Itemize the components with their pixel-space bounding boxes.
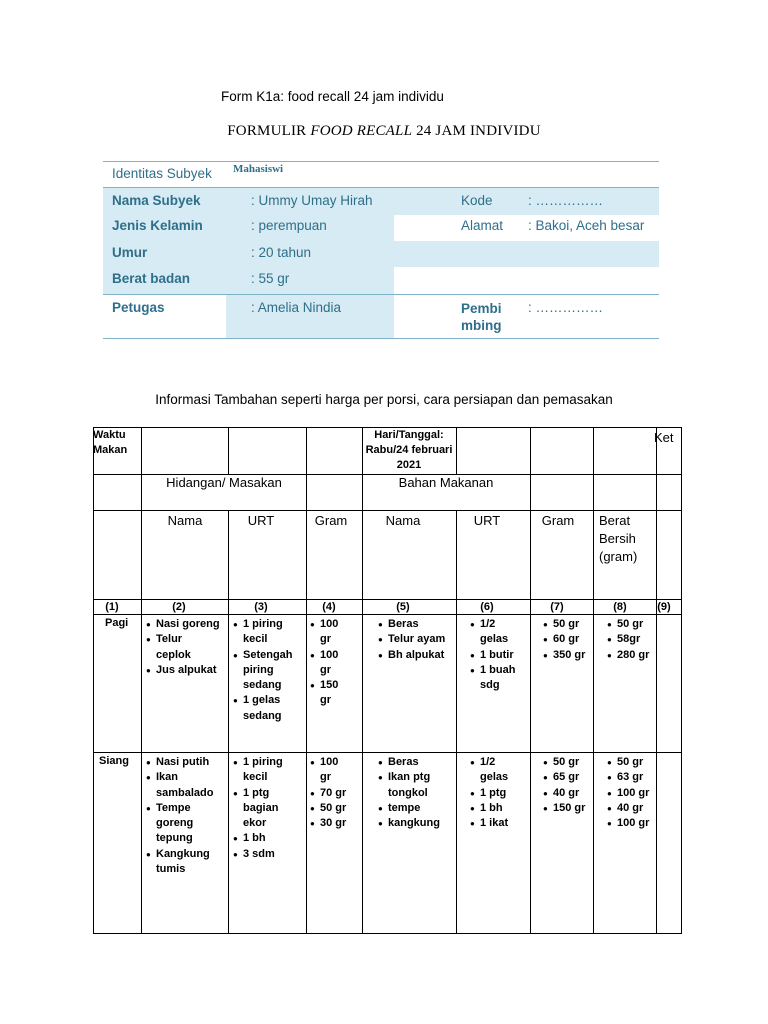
list-item: ● Bh alpukat bbox=[378, 648, 456, 663]
list-item: ● 1 ptg bagian ekor bbox=[233, 786, 288, 832]
list-item: ● 40 gr bbox=[543, 786, 593, 801]
list-item: ● Ikan ptg tongkol bbox=[378, 770, 448, 801]
form-title-prefix: FORMULIR bbox=[227, 123, 311, 139]
list-item: ● 50 gr bbox=[543, 617, 593, 632]
col-number: (4) bbox=[322, 601, 336, 613]
ket-header: Ket bbox=[654, 430, 674, 445]
list-item: ● 40 gr bbox=[607, 801, 657, 816]
grid-line bbox=[228, 510, 229, 934]
siang-bahan-nama-list bbox=[378, 755, 456, 831]
grid-line bbox=[593, 427, 594, 934]
label-pembimbing: Pembi mbing bbox=[461, 301, 502, 333]
value-berat-badan: : 55 gr bbox=[251, 271, 290, 286]
siang-hidangan-gram-list bbox=[310, 755, 354, 831]
siang-berat-bersih-list bbox=[607, 755, 657, 831]
grid-line bbox=[681, 427, 682, 934]
col-header-nama-hidangan: Nama bbox=[167, 513, 203, 528]
grid-line bbox=[93, 752, 682, 753]
grid-line bbox=[362, 427, 363, 934]
grid-line bbox=[530, 427, 531, 934]
hari-tanggal-header: Hari/Tanggal: Rabu/24 februari 2021 bbox=[365, 429, 453, 471]
list-item: ● 100 gr bbox=[310, 755, 350, 786]
col-header-gram-bahan: Gram bbox=[541, 513, 575, 528]
pagi-bahan-urt-list bbox=[470, 617, 526, 693]
list-item: ● 58gr bbox=[607, 632, 657, 647]
list-item: ● 30 gr bbox=[310, 816, 354, 831]
list-item: ● 100 gr bbox=[607, 786, 657, 801]
value-alamat: : Bakoi, Aceh besar bbox=[528, 218, 645, 233]
identity-heading-note: Mahasiswi bbox=[233, 163, 284, 175]
list-item: ● 1 ptg bbox=[470, 786, 526, 801]
list-item: ● 50 gr bbox=[607, 755, 657, 770]
list-item: ● 1/2 gelas bbox=[470, 755, 516, 786]
label-petugas: Petugas bbox=[112, 300, 165, 315]
list-item: ● Beras bbox=[378, 755, 456, 770]
list-item: ● 100 gr bbox=[310, 617, 340, 648]
col-number: (1) bbox=[105, 601, 119, 613]
list-item: ● 1 butir bbox=[470, 648, 526, 663]
list-item: ● 60 gr bbox=[543, 632, 593, 647]
col-number: (7) bbox=[550, 601, 564, 613]
list-item: ● 1 bh bbox=[233, 831, 305, 846]
form-label: Form K1a: food recall 24 jam individu bbox=[221, 89, 444, 104]
col-number: (5) bbox=[396, 601, 410, 613]
pagi-berat-bersih-list bbox=[607, 617, 657, 663]
list-item: ● 150 gr bbox=[543, 801, 593, 816]
col-header-gram-hidangan: Gram bbox=[314, 513, 348, 528]
form-title bbox=[0, 123, 768, 140]
rule bbox=[103, 161, 659, 162]
list-item: ● 1 bh bbox=[470, 801, 526, 816]
value-pembimbing: : …………… bbox=[528, 300, 604, 315]
list-item: ● Kangkung tumis bbox=[146, 847, 222, 878]
col-number: (9) bbox=[657, 601, 671, 613]
list-item: ● tempe bbox=[378, 801, 456, 816]
list-item: ● 1 piring kecil bbox=[233, 617, 293, 648]
grid-line bbox=[456, 510, 457, 934]
list-item: ● 70 gr bbox=[310, 786, 354, 801]
list-item: ● 50 gr bbox=[310, 801, 354, 816]
pagi-bahan-nama-list bbox=[378, 617, 456, 663]
grid-line bbox=[306, 427, 307, 934]
list-item: ● 1 ikat bbox=[470, 816, 526, 831]
grid-line bbox=[656, 427, 657, 934]
hidangan-header: Hidangan/ Masakan bbox=[166, 475, 282, 490]
pagi-bahan-gram-list bbox=[543, 617, 593, 663]
list-item: ● 1 gelas sedang bbox=[233, 693, 293, 724]
col-header-urt-bahan: URT bbox=[473, 513, 501, 528]
label-kode: Kode bbox=[461, 193, 493, 208]
list-item: ● 65 gr bbox=[543, 770, 593, 785]
list-item: ● Tempe goreng tepung bbox=[146, 801, 211, 847]
grid-line bbox=[93, 510, 682, 511]
band-row-3 bbox=[103, 241, 659, 267]
label-alamat: Alamat bbox=[461, 218, 504, 233]
rule bbox=[103, 187, 659, 188]
pagi-hidangan-urt-list bbox=[233, 617, 305, 724]
rule bbox=[103, 294, 659, 295]
label-nama-subyek: Nama Subyek bbox=[112, 193, 201, 208]
col-header-nama-bahan: Nama bbox=[385, 513, 421, 528]
list-item: ● 63 gr bbox=[607, 770, 657, 785]
col-header-berat-bersih: Berat Bersih (gram) bbox=[599, 513, 638, 564]
grid-line bbox=[93, 427, 94, 934]
list-item: ● Ikan sambalado bbox=[146, 770, 222, 801]
bahan-header: Bahan Makanan bbox=[398, 475, 494, 490]
label-umur: Umur bbox=[112, 245, 148, 260]
list-item: ● Telur ceplok bbox=[146, 632, 206, 663]
list-item: ● 1 piring kecil bbox=[233, 755, 293, 786]
waktu-makan-header: Waktu Makan bbox=[93, 429, 128, 456]
list-item: ● kangkung bbox=[378, 816, 456, 831]
grid-line bbox=[141, 427, 142, 934]
value-umur: : 20 tahun bbox=[251, 245, 312, 260]
siang-hidangan-nama-list bbox=[146, 755, 226, 877]
identity-table bbox=[103, 161, 659, 339]
col-number: (6) bbox=[480, 601, 494, 613]
list-item: ● Telur ayam bbox=[378, 632, 456, 647]
value-petugas: : Amelia Nindia bbox=[251, 300, 342, 315]
label-berat-badan: Berat badan bbox=[112, 271, 191, 286]
siang-bahan-urt-list bbox=[470, 755, 526, 831]
list-item: ● 280 gr bbox=[607, 648, 657, 663]
label-jenis-kelamin: Jenis Kelamin bbox=[112, 218, 203, 233]
grid-line bbox=[93, 933, 682, 934]
info-line: Informasi Tambahan seperti harga per porsi, cara persiapan dan pemasakan bbox=[155, 392, 613, 407]
list-item: ● 100 gr bbox=[310, 648, 340, 679]
col-number: (3) bbox=[254, 601, 268, 613]
list-item: ● 50 gr bbox=[543, 755, 593, 770]
waktu-pagi: Pagi bbox=[105, 617, 129, 629]
grid-line bbox=[456, 427, 457, 474]
list-item: ● 50 gr bbox=[607, 617, 657, 632]
list-item: ● Jus alpukat bbox=[146, 663, 226, 678]
list-item: ● 350 gr bbox=[543, 648, 593, 663]
col-number: (2) bbox=[172, 601, 186, 613]
list-item: ● 100 gr bbox=[607, 816, 657, 831]
list-item: ● 3 sdm bbox=[233, 847, 305, 862]
col-number: (8) bbox=[613, 601, 627, 613]
waktu-siang: Siang bbox=[99, 755, 129, 767]
identity-heading: Identitas Subyek bbox=[112, 166, 212, 181]
pagi-hidangan-nama-list bbox=[146, 617, 226, 678]
grid-line bbox=[228, 427, 229, 474]
value-jenis-kelamin: : perempuan bbox=[251, 218, 327, 233]
list-item: ● 150 gr bbox=[310, 678, 340, 709]
list-item: ● Setengah piring sedang bbox=[233, 648, 303, 694]
siang-bahan-gram-list bbox=[543, 755, 593, 816]
form-title-suffix: 24 JAM INDIVIDU bbox=[412, 123, 541, 139]
list-item: ● 1 buah sdg bbox=[470, 663, 526, 694]
list-item: ● Beras bbox=[378, 617, 456, 632]
siang-hidangan-urt-list bbox=[233, 755, 305, 862]
list-item: ● 1/2 gelas bbox=[470, 617, 516, 648]
list-item: ● Nasi goreng bbox=[146, 617, 226, 632]
list-item: ● Nasi putih bbox=[146, 755, 226, 770]
rule bbox=[103, 338, 659, 339]
form-title-italic: FOOD RECALL bbox=[310, 123, 413, 139]
value-nama-subyek: : Ummy Umay Hirah bbox=[251, 193, 373, 208]
value-kode: : …………… bbox=[528, 193, 604, 208]
col-header-urt-hidangan: URT bbox=[247, 513, 275, 528]
pagi-hidangan-gram-list bbox=[310, 617, 340, 709]
